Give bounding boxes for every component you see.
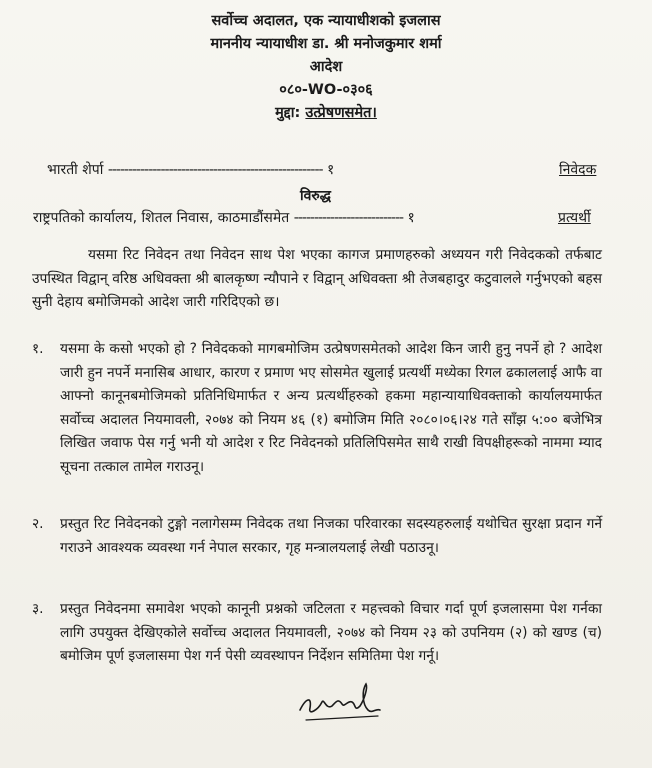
respondent-line xyxy=(33,208,415,227)
intro-paragraph: यसमा रिट निवेदन तथा निवेदन साथ पेश भएका कागज प्रमाणहरुको अध्ययन गरी निवेदकको तर्फबाट उपस्थित विद्वान् वरिष्ठ अधिवक्ता श्री बालकृष्ण न्यौपाने र विद्वान् अधिवक्ता श्री तेजबहादुर कटुवालले गर्नुभएको बहस सुनी देहाय बमोजिमको आदेश जारी गरिदिएको छ। xyxy=(32,247,602,310)
petitioner-line xyxy=(47,160,334,179)
petitioner-count: १ xyxy=(327,162,335,178)
order-title: आदेश xyxy=(309,59,343,75)
respondent-role: प्रत्यर्थी xyxy=(558,210,591,226)
item-text: प्रस्तुत निवेदनमा समावेश भएको कानूनी प्रश्नको जटिलता र महत्त्वको विचार गर्दा पूर्ण इजलासमा पेश गर्नका लागि उपयुक्त देखिएकोले सर्वोच्च अदालत नियमावली, २०७४ को नियम २३ को उपनियम (२) को खण्ड (च) बमोजिम पूर्ण इजलासमा पेश गर्न पेसी व्यवस्थापन निर्देशन समितिमा पेश गर्नू। xyxy=(60,601,602,664)
petitioner-name: भारती शेर्पा xyxy=(47,162,104,178)
case-subject xyxy=(0,102,652,125)
case-number: ०८०-WO-०३०६ xyxy=(279,82,373,98)
item-number: १. xyxy=(32,341,44,357)
respondent-name: राष्ट्रपतिको कार्यालय, शितल निवास, काठमाडौंसमेत xyxy=(33,210,290,226)
subject-label: मुद्दा: xyxy=(275,105,301,121)
handwritten-signature xyxy=(296,680,382,724)
item-number: २. xyxy=(32,516,44,532)
respondent-dashes: --------------------------- xyxy=(293,210,404,226)
court-name: सर्वोच्च अदालत, एक न्यायाधीशको इजलास xyxy=(211,13,441,29)
item-number: ३. xyxy=(32,601,44,617)
item-text: यसमा के कसो भएको हो ? निवेदकको मागबमोजिम उत्प्रेषणसमेतको आदेश किन जारी हुनु नपर्ने हो ? आदेश जारी हुन नपर्ने मनासिब आधार, कारण र प्रमाण भए सोसमेत खुलाई प्रत्यर्थी मध्येका रिगल ढकाललाई आफै वा आफ्नो कानूनबमोजिमको प्रतिनिधिमार्फत र अन्य प्रत्यर्थीहरुको हकमा महान्यायाधिवक्ताको कार्यालयमार्फत सर्वोच्च अदालत नियमावली, २०७४ को नियम ४६ (१) बमोजिम मिति २०८०।०६।२४ गते साँझ ५:०० बजेभित्र लिखित जवाफ पेस गर्नु भनी यो आदेश र रिट निवेदनको प्रतिलिपिसमेत साथै राखी विपक्षीहरूको नाममा म्याद सूचना तत्काल तामेल गराउनू। xyxy=(60,341,602,475)
item-text: प्रस्तुत रिट निवेदनको टुङ्गो नलागेसम्म निवेदक तथा निजका परिवारका सदस्यहरुलाई यथोचित सुरक्षा प्रदान गर्ने गराउने आवश्यक व्यवस्था गर्न नेपाल सरकार, गृह मन्त्रालयलाई लेखी पठाउनू। xyxy=(60,516,602,556)
versus-label: विरुद्ध xyxy=(300,188,331,204)
subject-value: उत्प्रेषणसमेत। xyxy=(305,105,377,121)
petitioner-dashes: ----------------------------------------------------- xyxy=(107,162,323,178)
respondent-count: १ xyxy=(407,210,415,226)
petitioner-role: निवेदक xyxy=(559,162,597,178)
judge-name: माननीय न्यायाधीश डा. श्री मनोजकुमार शर्मा xyxy=(210,36,442,52)
document-header xyxy=(0,10,652,125)
